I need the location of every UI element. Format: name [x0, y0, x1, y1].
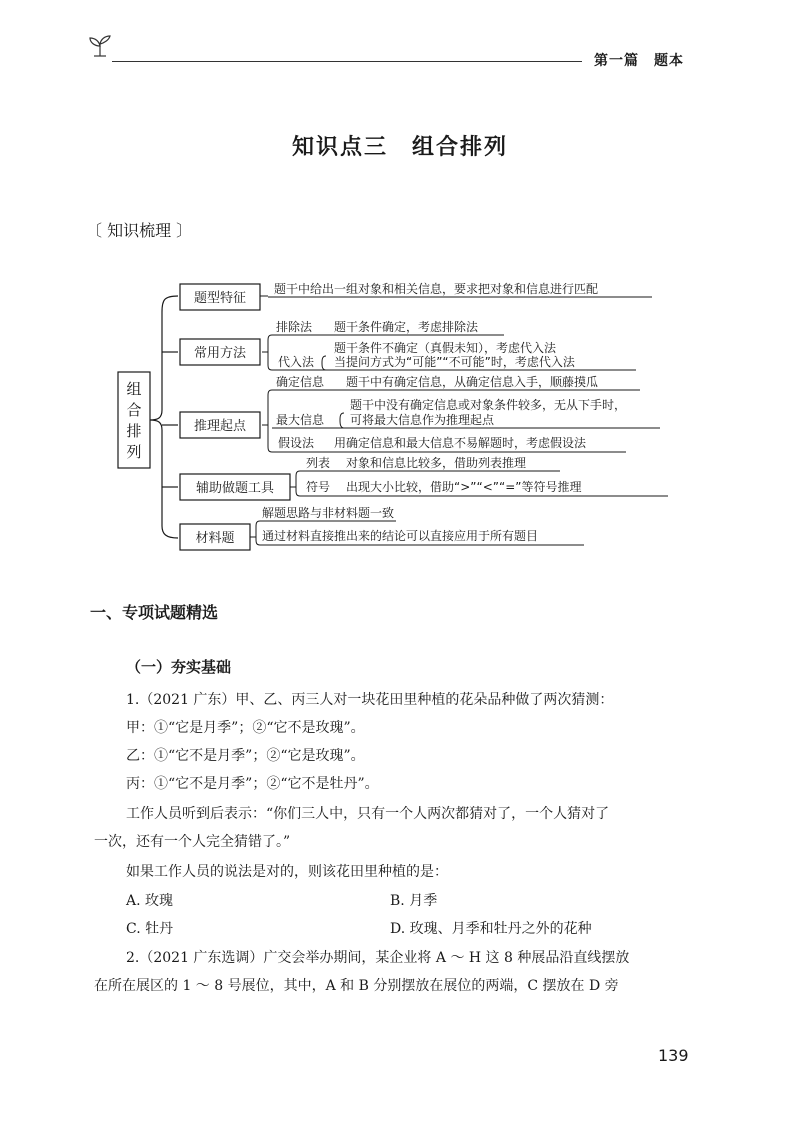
branch-detail: 题干中给出一组对象和相关信息，要求把对象和信息进行匹配: [274, 282, 599, 296]
option-b: B. 月季: [390, 893, 438, 909]
method-desc: 题干条件不确定（真假未知），考虑代入法: [334, 341, 557, 355]
guess-line: 甲：①“它是月季”；②“它不是玫瑰”。: [126, 720, 365, 736]
mind-map-root-char: 组: [126, 380, 142, 398]
question-stem: 在所在展区的 1 ～ 8 号展位，其中，A 和 B 分别摆放在展位的两端，C 摆放在 D 旁: [94, 978, 619, 994]
mind-map-root-char: 排: [126, 422, 142, 440]
section-tag: 〔 知识梳理 〕: [86, 221, 193, 240]
question-statement: 工作人员听到后表示：“你们三人中，只有一个人两次都猜对了，一个人猜对了: [126, 806, 610, 822]
mind-map-root-char: 列: [126, 443, 142, 461]
method-name: 符号: [306, 480, 331, 494]
branch-label: 推理起点: [193, 419, 247, 434]
page-title: 知识点三 组合排列: [291, 135, 508, 160]
method-name: 最大信息: [276, 413, 325, 427]
method-desc: 题干条件确定，考虑排除法: [334, 320, 479, 334]
section-heading: 一、专项试题精选: [90, 603, 219, 622]
branch-label: 材料题: [195, 531, 235, 546]
branch-detail: 解题思路与非材料题一致: [262, 506, 395, 520]
method-name: 确定信息: [276, 375, 325, 389]
subsection-heading: （一）夯实基础: [126, 658, 232, 676]
mind-map-root-brace: [150, 296, 178, 538]
branch-detail: 通过材料直接推出来的结论可以直接应用于所有题目: [262, 529, 539, 543]
branch-label: 题型特征: [193, 291, 247, 306]
method-desc: 可将最大信息作为推理起点: [350, 413, 495, 427]
method-desc: 题干中有确定信息，从确定信息入手，顺藤摸瓜: [346, 375, 599, 389]
guess-line: 乙：①“它不是月季”；②“它是玫瑰”。: [126, 748, 365, 764]
method-name: 代入法: [278, 355, 315, 369]
method-desc: 用确定信息和最大信息不易解题时，考虑假设法: [334, 436, 587, 450]
branch-label: 常用方法: [193, 346, 247, 361]
page-number: 139: [658, 1046, 689, 1065]
mind-map-root-char: 合: [126, 401, 142, 419]
header-section-label: 第一篇 题本: [594, 53, 684, 69]
question-stem: 1.（2021 广东）甲、乙、丙三人对一块花田里种植的花朵品种做了两次猜测：: [126, 692, 614, 708]
question-stem: 2.（2021 广东选调）广交会举办期间，某企业将 A ～ H 这 8 种展品沿直线摆放: [126, 950, 630, 966]
method-desc: 出现大小比较，借助“>”“<”“=”等符号推理: [346, 480, 582, 494]
method-desc: 当提问方式为“可能”“不可能”时，考虑代入法: [334, 355, 575, 369]
method-desc: 题干中没有确定信息或对象条件较多，无从下手时，: [350, 398, 627, 412]
method-desc: 对象和信息比较多，借助列表推理: [346, 456, 527, 470]
method-name: 列表: [306, 456, 331, 470]
branch-label: 辅助做题工具: [195, 481, 275, 496]
guess-line: 丙：①“它不是月季”；②“它不是牡丹”。: [126, 776, 379, 792]
method-name: 排除法: [276, 320, 313, 334]
question-prompt: 如果工作人员的说法是对的，则该花田里种植的是：: [126, 864, 448, 880]
method-name: 假设法: [278, 436, 315, 450]
option-c: C. 牡丹: [126, 921, 174, 937]
option-a: A. 玫瑰: [126, 893, 174, 909]
question-statement: 一次，还有一个人完全猜错了。”: [94, 834, 291, 850]
option-d: D. 玫瑰、月季和牡丹之外的花种: [390, 921, 592, 937]
